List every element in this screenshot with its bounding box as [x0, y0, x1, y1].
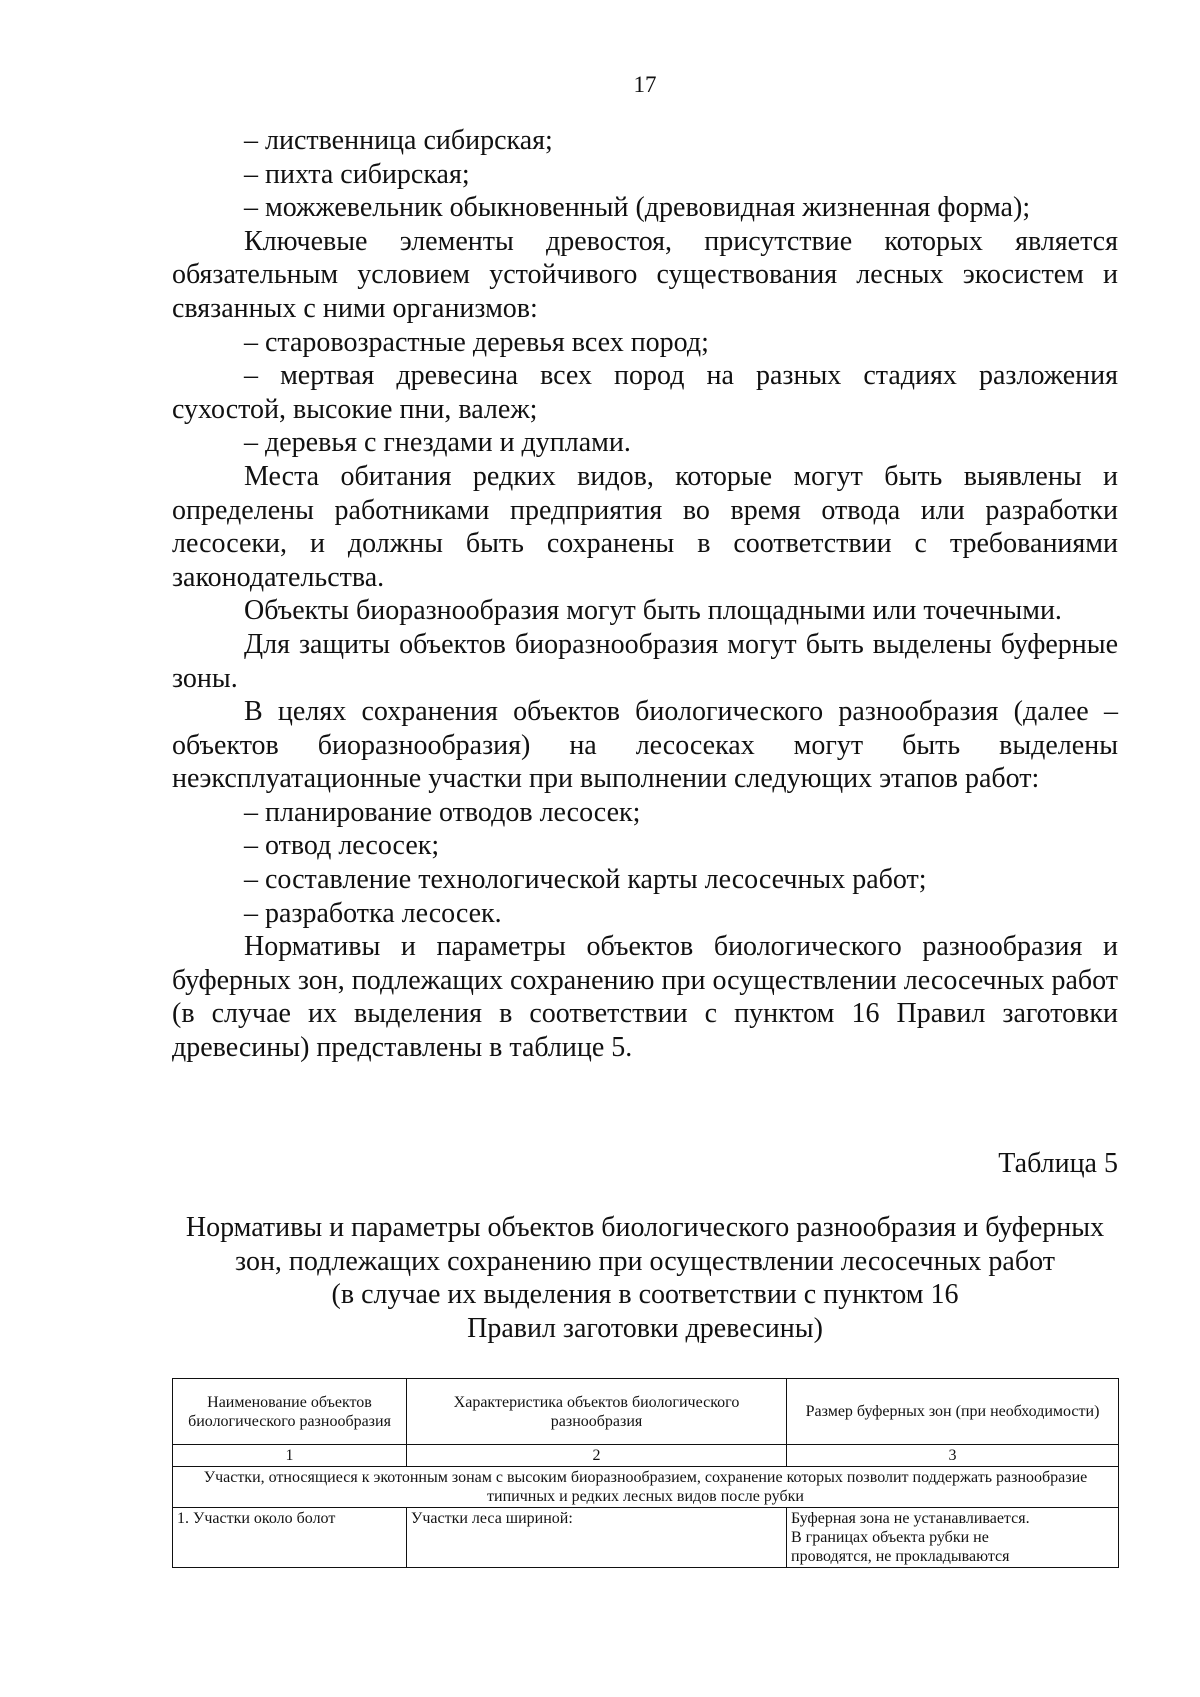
buffer-line: проводятся, не прокладываются — [791, 1548, 1010, 1565]
table-title-line: зон, подлежащих сохранению при осуществлении лесосечных работ — [235, 1245, 1055, 1277]
paragraph: Объекты биоразнообразия могут быть площадными или точечными. — [244, 595, 1062, 627]
list-item: – старовозрастные деревья всех пород; — [244, 326, 709, 358]
table-title — [172, 1211, 1118, 1345]
column-number: 3 — [787, 1445, 1119, 1467]
paragraph: Места обитания редких видов, которые могут быть выявлены и определены работниками предприятия во время отвода или разработки лесосеки, и должны быть сохранены в соответствии с требованиями законодательства. — [172, 460, 1118, 593]
paragraph: Нормативы и параметры объектов биологического разнообразия и буферных зон, подлежащих сохранению при осуществлении лесосечных работ (в случае их выделения в соответствии с пунктом 16 Правил заготовки древесины) представлены в таблице 5. — [172, 931, 1118, 1064]
header-cell: Характеристика объектов биологического разнообразия — [407, 1379, 787, 1445]
paragraph: – мертвая древесина всех пород на разных стадиях разложения сухостой, высокие пни, валеж; — [172, 360, 1118, 425]
column-number: 2 — [407, 1445, 787, 1467]
body-text — [172, 124, 1118, 1065]
header-cell: Наименование объектов биологического разнообразия — [173, 1379, 407, 1445]
list-item: – планирование отводов лесосек; — [244, 796, 641, 828]
header-cell: Размер буферных зон (при необходимости) — [787, 1379, 1119, 1445]
norms-table — [172, 1378, 1119, 1568]
paragraph: Ключевые элементы древостоя, присутствие которых является обязательным условием устойчивого существования лесных экосистем и связанных с ними организмов: — [172, 225, 1118, 324]
paragraph: Для защиты объектов биоразнообразия могут быть выделены буферные зоны. — [172, 628, 1118, 694]
object-name-cell: 1. Участки около болот — [173, 1508, 407, 1568]
buffer-zone-cell — [787, 1508, 1119, 1568]
list-item: – пихта сибирская; — [244, 158, 470, 190]
column-number: 1 — [173, 1445, 407, 1467]
table-title-line: Правил заготовки древесины) — [467, 1312, 823, 1344]
table-section-row — [173, 1467, 1119, 1508]
list-item: – отвод лесосек; — [244, 830, 440, 862]
page-number: 17 — [633, 72, 657, 97]
section-cell: Участки, относящиеся к экотонным зонам с высоким биоразнообразием, сохранение которых позволит поддержать разнообразие типичных и редких лесных видов после рубки — [173, 1467, 1119, 1508]
buffer-line: Буферная зона не устанавливается. — [791, 1510, 1030, 1527]
list-item: – составление технологической карты лесосечных работ; — [244, 864, 927, 896]
table-row — [173, 1508, 1119, 1568]
list-item: – лиственница сибирская; — [244, 125, 553, 156]
table-caption: Таблица 5 — [998, 1148, 1118, 1179]
table-title-line: (в случае их выделения в соответствии с пунктом 16 — [331, 1279, 959, 1311]
table-number-row — [173, 1445, 1119, 1467]
paragraph: В целях сохранения объектов биологического разнообразия (далее – объектов биоразнообразия) на лесосеках могут быть выделены неэксплуатационные участки при выполнении следующих этапов работ: — [172, 696, 1118, 795]
list-item: – деревья с гнездами и дуплами. — [244, 427, 631, 459]
table-title-line: Нормативы и параметры объектов биологического разнообразия и буферных — [185, 1212, 1105, 1243]
buffer-line: В границах объекта рубки не — [791, 1529, 989, 1546]
list-item: – можжевельник обыкновенный (древовидная жизненная форма); — [244, 192, 1031, 224]
list-item: – разработка лесосек. — [244, 897, 502, 929]
characteristic-cell: Участки леса шириной: — [407, 1508, 787, 1568]
table-header-row — [173, 1379, 1119, 1445]
